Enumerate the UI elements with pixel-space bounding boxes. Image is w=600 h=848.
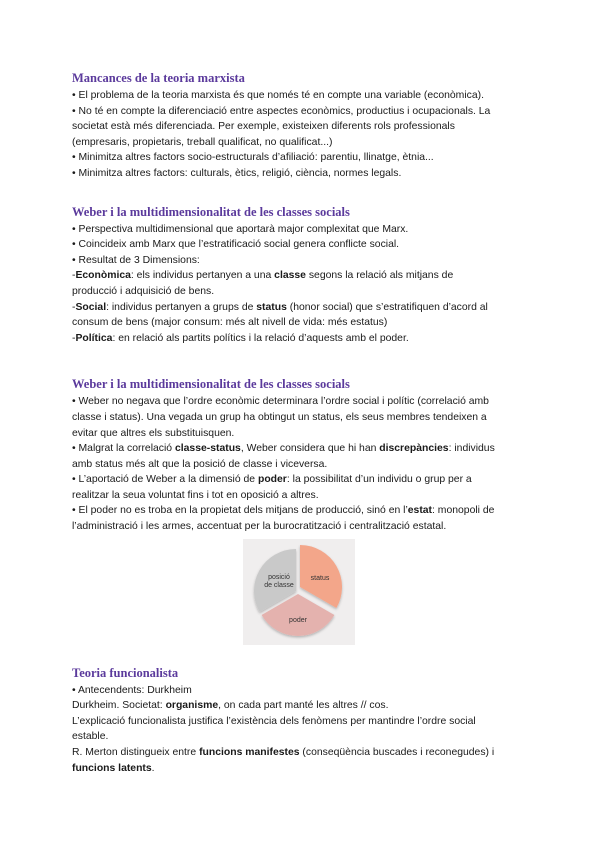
text-run: realitzar la seua voluntat fins i tot en oposició a altres. (72, 489, 319, 501)
section-heading: Weber i la multidimensionalitat de les classes socials (72, 377, 350, 392)
text-line (72, 284, 532, 300)
text-line (72, 503, 532, 519)
text-run: : individus (448, 443, 495, 455)
text-line (72, 714, 532, 730)
section-weber-power (72, 376, 532, 534)
section-heading: Weber i la multidimensionalitat de les classes socials (72, 204, 350, 219)
text-run: • Antecendents: Durkheim (72, 684, 192, 696)
text-line (72, 88, 532, 104)
text-run: Durkheim. Societat: (72, 700, 166, 712)
text-run: evitar que altres els substituisquen. (72, 427, 235, 439)
text-run: - (72, 270, 76, 282)
text-run: • Perspectiva multidimensional que aportarà major complexitat que Marx. (72, 223, 409, 235)
text-line (72, 457, 532, 473)
text-line (72, 472, 532, 488)
text-line (72, 300, 532, 316)
text-run: • Minimitza altres factors socio-estructurals d’afiliació: parentiu, llinatge, ètnia... (72, 152, 434, 164)
bold-term: status (256, 301, 287, 313)
section-body (72, 683, 532, 777)
text-line (72, 253, 532, 269)
text-line (72, 698, 532, 714)
text-line (72, 488, 532, 504)
bold-term: organisme (165, 700, 219, 712)
text-run: societat està més diferenciada. Per exemple, existeixen diferents rols professionals (72, 121, 455, 133)
section-heading: Mancances de la teoria marxista (72, 71, 245, 85)
text-run: : els individus pertanyen a una (130, 270, 275, 282)
text-run: • El problema de la teoria marxista és que només té en compte una variable (econòmica). (72, 90, 484, 101)
text-run: : monopoli de (432, 505, 495, 517)
section-weber-dimensions (72, 204, 532, 347)
pie-label-status: status (310, 574, 330, 582)
bold-term: classe-status (174, 443, 241, 455)
text-run: consum de bens (major consum: més alt nivell de vida: més estatus) (72, 317, 388, 329)
bold-term: Econòmica (75, 270, 131, 282)
text-run: : individus pertanyen a grups de (106, 301, 257, 313)
text-run: . (151, 762, 155, 774)
text-line (72, 222, 532, 238)
text-line (72, 135, 532, 151)
text-line (72, 166, 532, 182)
text-run: , on cada part manté les altres // cos. (218, 700, 389, 712)
text-run: (conseqüència buscades i reconegudes) i (299, 747, 495, 759)
text-line (72, 150, 532, 166)
text-run: producció i adquisició de bens. (72, 285, 215, 297)
bold-term: funcions latents (72, 762, 152, 774)
text-run: amb status més alt que la posició de classe i viceversa. (72, 458, 328, 470)
document-content (72, 70, 532, 776)
text-run: classe i status). Una vegada un grup ha obtingut un status, els seus membres tendeixen a (72, 411, 487, 423)
bold-term: Social (75, 301, 107, 313)
text-line (72, 237, 532, 253)
text-line (72, 519, 532, 535)
text-run: • Malgrat la correlació (72, 443, 175, 455)
text-run: : en relació als partits polítics i la relació d’aquests amb el poder. (112, 332, 409, 344)
text-line (72, 745, 532, 761)
pie-diagram (243, 539, 355, 645)
bold-term: discrepàncies (379, 443, 449, 455)
text-line (72, 331, 532, 347)
section-body (72, 222, 532, 347)
text-run: : la possibilitat d’un individu o grup per a (286, 474, 472, 486)
text-run: estable. (72, 731, 109, 743)
text-run: • Minimitza altres factors: culturals, ètics, religió, ciència, normes legals. (72, 167, 402, 179)
text-line (72, 104, 532, 120)
section-heading: Teoria funcionalista (72, 665, 179, 680)
text-line (72, 729, 532, 745)
text-run: • Resultat de 3 Dimensions: (72, 254, 200, 266)
text-line (72, 683, 532, 699)
text-line (72, 761, 532, 777)
text-line (72, 268, 532, 284)
text-line (72, 394, 532, 410)
text-line (72, 441, 532, 457)
section-funcionalista (72, 665, 532, 777)
section-body (72, 88, 532, 182)
text-run: (empresaris, propietaris, treball qualificat, no qualificat...) (72, 136, 333, 148)
bold-term: classe (274, 270, 306, 282)
text-run: • El poder no es troba en la propietat dels mitjans de producció, sinó en l’ (72, 505, 408, 517)
section-body (72, 394, 532, 534)
weber-dimensions-diagram (243, 539, 355, 645)
text-line (72, 315, 532, 331)
pie-label-posicio: posició (268, 573, 290, 581)
text-line (72, 426, 532, 442)
bold-term: poder (257, 474, 287, 486)
bold-term: Política (75, 332, 113, 344)
text-run: , Weber considera que hi han (240, 443, 380, 455)
text-line (72, 410, 532, 426)
text-run: • Weber no negava que l’ordre econòmic determinara l’ordre social i polític (correlació amb (72, 396, 489, 408)
text-run: • Coincideix amb Marx que l’estratificació social genera conflicte social. (72, 239, 400, 251)
text-run: - (72, 332, 76, 344)
text-run: (honor social) que s’estratifiquen d’acord al (286, 301, 488, 313)
text-line (72, 119, 532, 135)
text-run: - (72, 301, 76, 313)
pie-label-de-classe: de classe (264, 581, 294, 589)
text-run: l’administració i les armes, accentuat per la burocratització i centralització estatal. (72, 521, 447, 533)
text-run: • No té en compte la diferenciació entre aspectes econòmics, productius i ocupacionals. La (72, 105, 491, 117)
bold-term: funcions manifestes (199, 747, 300, 759)
text-run: segons la relació als mitjans de (305, 270, 454, 282)
text-run: • L’aportació de Weber a la dimensió de (72, 474, 258, 486)
section-mancances (72, 70, 532, 182)
text-run: L’explicació funcionalista justifica l’existència dels fenòmens per mantindre l’ordre social (72, 715, 476, 727)
pie-label-poder: poder (289, 616, 307, 624)
bold-term: estat (407, 505, 433, 517)
text-run: R. Merton distingueix entre (72, 747, 200, 759)
